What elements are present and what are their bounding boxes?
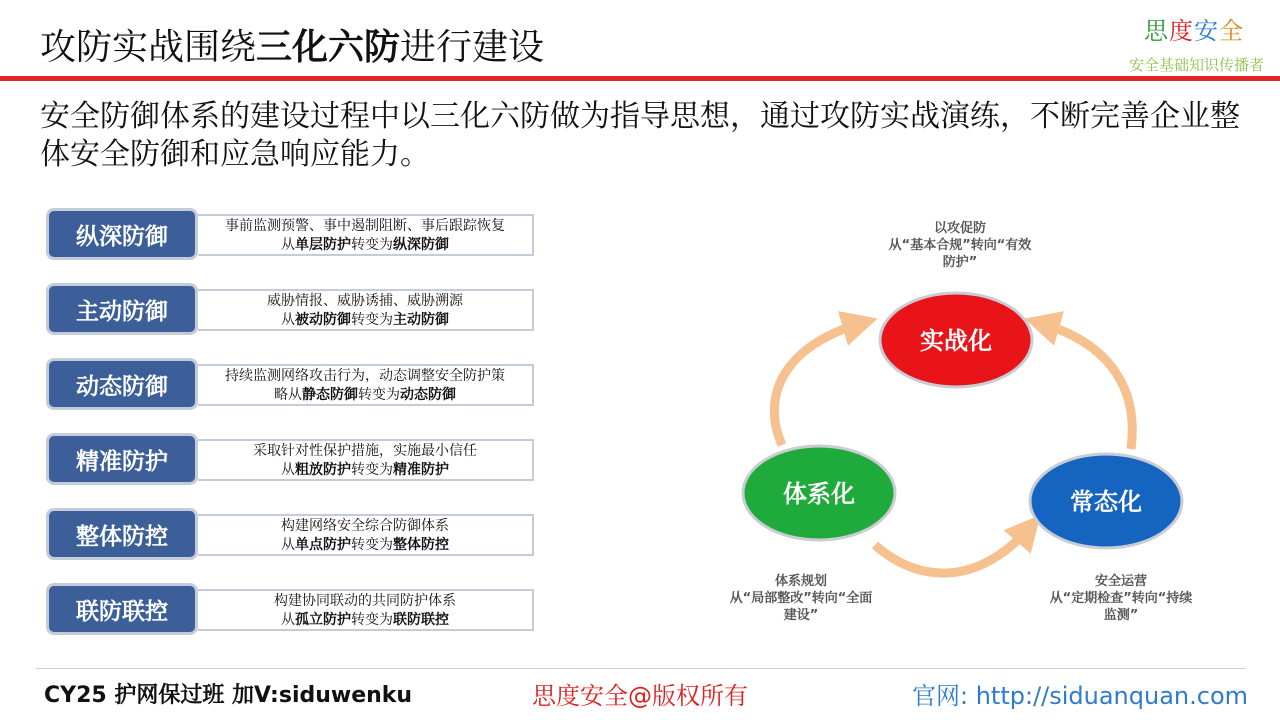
logo-char: 度 (1169, 17, 1194, 45)
defense-label: 精准防护 (46, 433, 198, 485)
course-info: CY25 护网保过班 加V:siduwenku (44, 683, 413, 708)
logo-text (1144, 16, 1244, 46)
page-title (40, 26, 544, 70)
caption-top: 以攻促防 从“基本合规”转向“有效 防护” (888, 221, 1032, 270)
three-modernization-cycle (690, 205, 1250, 645)
title-bold: 三化六防 (256, 27, 401, 68)
defense-description (198, 439, 534, 481)
footer-divider (36, 668, 1246, 669)
intro-text: 安全防御体系的建设过程中以三化六防做为指导思想，通过攻防实战演练，不断完善企业整体安全防御和应急响应能力。 (40, 99, 1240, 172)
node-label: 常态化 (1070, 488, 1142, 516)
desc-transition: 从孤立防护转变为联防联控 (281, 612, 449, 628)
defense-description (198, 589, 534, 631)
caption-left: 体系规划 从“局部整改”转向“全面 建设” (729, 574, 873, 623)
desc-line: 事前监测预警、事中遏制阻断、事后跟踪恢复 (225, 218, 505, 234)
desc-line: 构建网络安全综合防御体系 (281, 518, 449, 534)
desc-transition: 从单层防护转变为纵深防御 (281, 237, 449, 253)
defense-description (198, 214, 534, 256)
logo-char: 安 (1194, 17, 1219, 45)
defense-row (46, 358, 536, 410)
defense-row (46, 433, 536, 485)
title-suffix: 进行建设 (400, 27, 545, 68)
desc-line: 采取针对性保护措施，实施最小信任 (253, 443, 477, 459)
defense-label: 整体防控 (46, 508, 198, 560)
cycle-arrow-right (1040, 323, 1132, 449)
defense-row (46, 583, 536, 635)
node-label: 体系化 (783, 480, 855, 508)
desc-line: 威胁情报、威胁诱捕、威胁溯源 (267, 293, 463, 309)
logo-char: 全 (1219, 17, 1244, 45)
defense-description (198, 364, 534, 406)
logo-subtitle: 安全基础知识传播者 (1128, 56, 1264, 74)
node-label: 实战化 (920, 327, 992, 355)
title-prefix: 攻防实战围绕 (40, 27, 257, 68)
desc-transition: 略从静态防御转变为动态防御 (274, 387, 456, 403)
copyright-text: 思度安全@版权所有 (532, 682, 748, 710)
defense-description (198, 514, 534, 556)
defense-row (46, 508, 536, 560)
desc-transition: 从粗放防护转变为精准防护 (281, 462, 449, 478)
defense-label: 纵深防御 (46, 208, 198, 260)
desc-line: 持续监测网络攻击行为，动态调整安全防护策 (225, 368, 505, 384)
defense-label: 主动防御 (46, 283, 198, 335)
defense-label: 动态防御 (46, 358, 198, 410)
header-divider (0, 76, 1280, 81)
website-link[interactable]: 官网: http://siduanquan.com (912, 682, 1249, 710)
defense-description (198, 289, 534, 331)
logo-char: 思 (1144, 17, 1169, 45)
cycle-arrow-left (774, 323, 862, 445)
defense-row (46, 208, 536, 260)
defense-row (46, 283, 536, 335)
desc-transition: 从被动防御转变为主动防御 (281, 312, 449, 328)
defense-label: 联防联控 (46, 583, 198, 635)
desc-line: 构建协同联动的共同防护体系 (274, 593, 456, 609)
brand-logo (1128, 16, 1264, 74)
caption-right: 安全运营 从“定期检查”转向“持续 监测” (1049, 574, 1193, 623)
cycle-arrow-bottom (875, 527, 1030, 573)
desc-transition: 从单点防护转变为整体防控 (281, 537, 449, 553)
